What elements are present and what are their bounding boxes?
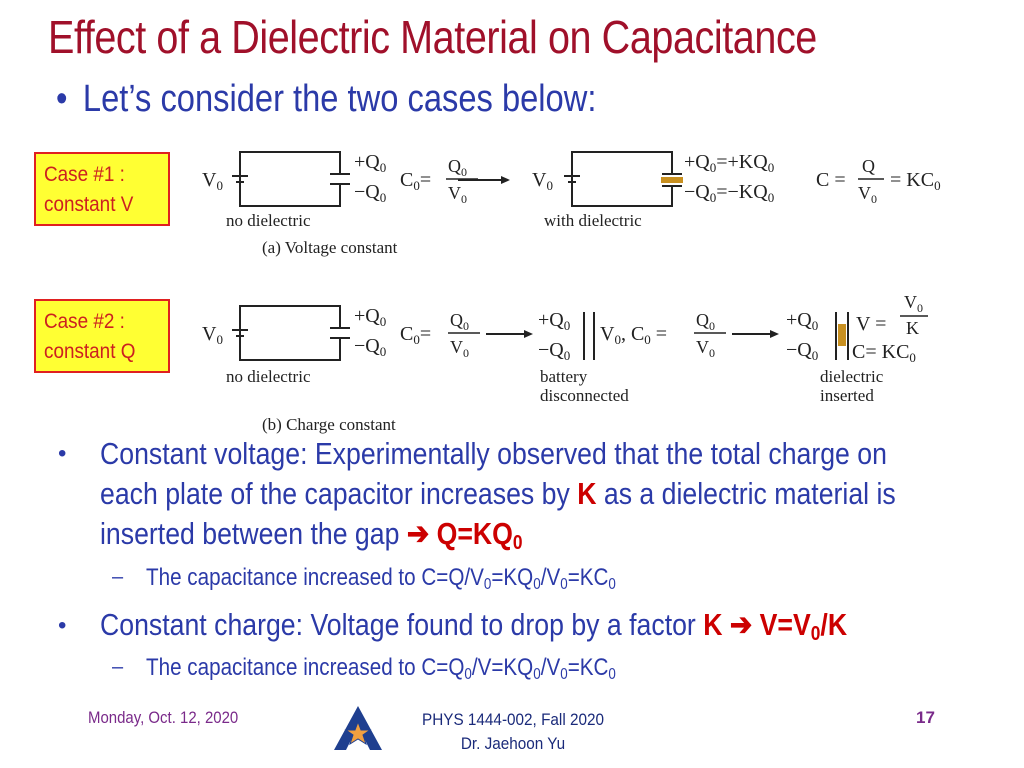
footer-course [410, 708, 617, 756]
svg-text:= KC0: = $KC_0$ [890, 169, 941, 193]
diagram-a-svg [196, 146, 976, 266]
svg-text:C= KC0: $C= KC_0$ [852, 341, 916, 365]
svg-text:C0=: $C_0=$ [400, 323, 432, 347]
svg-text:−Q0: $-Q_0$ [786, 339, 819, 363]
svg-text:K: K [906, 318, 919, 338]
page-number: 17 [916, 708, 935, 727]
arrow-icon: ➔ [406, 516, 430, 551]
formula-q: $Q=KQ_0$ [436, 516, 523, 555]
case-2-title: Case #2 : [44, 310, 125, 333]
university-logo-icon [330, 704, 386, 757]
svg-text:V0, C0 =: $V_0$, $C_0$ = [600, 323, 668, 347]
bullet-dot-2: • [58, 612, 67, 639]
footer-course-name: PHYS 1444-002, Fall 2020 [421, 710, 605, 729]
diagram-b-caption: (b) Charge constant [262, 415, 396, 434]
svg-text:V0: $V_0$ [696, 337, 715, 360]
svg-text:+Q0: $+Q_0$ [354, 151, 387, 175]
case-2-box [34, 299, 170, 373]
diagram-b-right-caption-1: dielectric [820, 367, 884, 386]
bullet-2-text: Constant charge: Voltage found to drop by a factor [100, 607, 704, 642]
sub-bullet-1: The capacitance increased to $C=Q/V_0=KQ_0/V_0=KC_0$ [146, 564, 616, 593]
case-1-title: Case #1 : [44, 163, 125, 186]
svg-text:V0: $V_0$ [202, 169, 223, 193]
intro-bullet [56, 78, 596, 121]
case-1-subtitle: constant V [44, 193, 134, 216]
svg-text:V0: $V_0$ [904, 294, 923, 315]
sub-dash-2: – [112, 656, 124, 678]
bullet-1-line-2-end: as a dielectric material is [596, 476, 896, 511]
diagram-b-right-caption-2: inserted [820, 386, 874, 405]
bullet-1-line-3-text: inserted between the gap [100, 516, 407, 551]
footer-instructor: Dr. Jaehoon Yu [460, 734, 566, 753]
footer-date: Monday, Oct. 12, 2020 [88, 708, 239, 727]
svg-text:−Q0=−KQ0: $-Q_0=-KQ_0$ [684, 181, 775, 205]
svg-text:+Q0: $+Q_0$ [354, 305, 387, 329]
bullet-dot-1: • [58, 440, 67, 467]
svg-text:Q: Q [862, 156, 875, 176]
bullet-1-line-2-text: each plate of the capacitor increases by [100, 476, 578, 511]
diagram-b-mid-caption-1: battery [540, 367, 588, 386]
svg-text:Q0: $Q_0$ [696, 310, 715, 333]
svg-text:−Q0: $-Q_0$ [538, 339, 571, 363]
diagram-b-mid-caption-2: disconnected [540, 386, 629, 405]
svg-text:+Q0: $+Q_0$ [538, 309, 571, 333]
svg-text:V0: $V_0$ [532, 169, 553, 193]
bullet-1-line-2 [100, 476, 896, 512]
svg-text:+Q0=+KQ0: $+Q_0=+KQ_0$ [684, 151, 775, 175]
svg-text:−Q0: $-Q_0$ [354, 335, 387, 359]
svg-text:V0: $V_0$ [858, 183, 877, 206]
case-1-box [34, 152, 170, 226]
diagram-a-right-caption: with dielectric [544, 211, 642, 230]
diagram-a-caption: (a) Voltage constant [262, 238, 398, 257]
bullet-2 [100, 607, 847, 646]
diagram-b-left-caption: no dielectric [226, 367, 311, 386]
svg-text:V =: V = [856, 313, 887, 335]
bullet-1-k: K [577, 476, 597, 511]
svg-text:Q0: $Q_0$ [448, 156, 467, 179]
case-2-subtitle: constant Q [44, 340, 136, 363]
svg-text:V0: $V_0$ [450, 337, 469, 360]
bullet-2-k: K [703, 607, 723, 642]
svg-text:+Q0: $+Q_0$ [786, 309, 819, 333]
diagram-a-left-caption: no dielectric [226, 211, 311, 230]
svg-text:−Q0: $-Q_0$ [354, 181, 387, 205]
bullet-dot: • [56, 78, 68, 120]
diagram-charge-constant [196, 294, 976, 441]
svg-text:C =: C = [816, 169, 846, 191]
svg-text:V0: $V_0$ [202, 323, 223, 347]
bullet-1-line-1: Constant voltage: Experimentally observed that the total charge on [100, 436, 887, 471]
formula-v: $V=V_0/K$ [759, 607, 848, 646]
slide-title: Effect of a Dielectric Material on Capacitance [48, 11, 817, 63]
diagram-b-svg [196, 294, 976, 436]
sub-dash-1: – [112, 566, 124, 588]
svg-text:C0=: $C_0=$ [400, 169, 432, 193]
svg-text:V0: $V_0$ [448, 183, 467, 206]
svg-text:Q0: $Q_0$ [450, 310, 469, 333]
arrow-icon: ➔ [729, 607, 753, 642]
diagram-voltage-constant [196, 146, 976, 271]
intro-text: Let’s consider the two cases below: [82, 78, 597, 120]
bullet-1-line-3 [100, 516, 523, 555]
sub-bullet-2: The capacitance increased to $C=Q_0/V=KQ_0/V_0=KC_0$ [146, 654, 616, 683]
